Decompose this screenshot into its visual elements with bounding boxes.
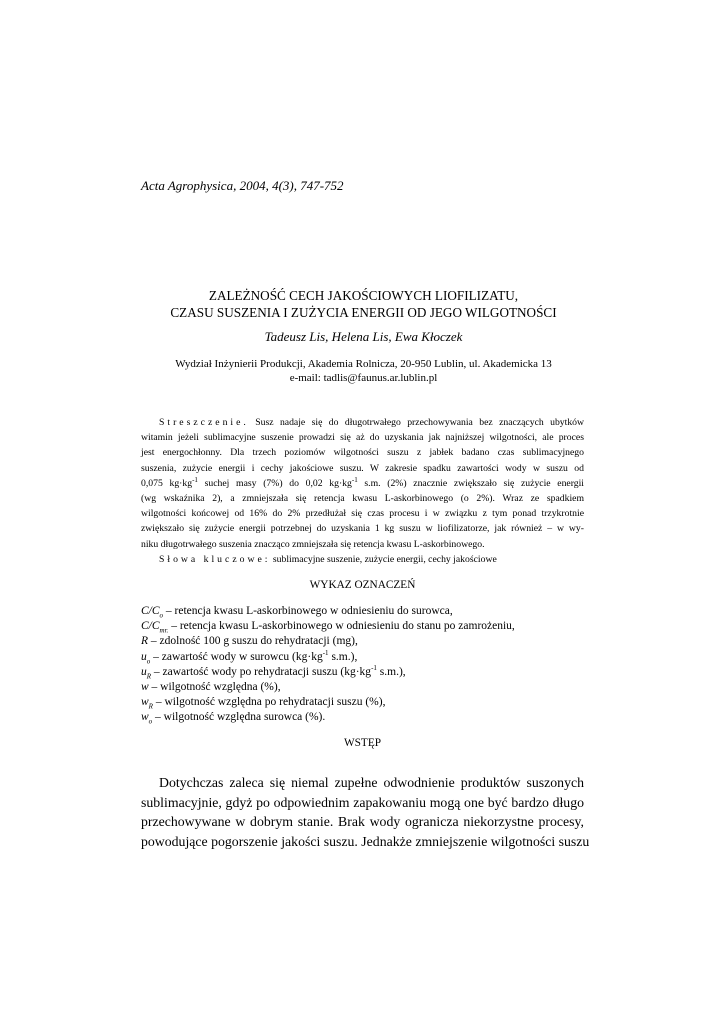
symbol-description: s.m.), <box>376 665 406 678</box>
symbols-list <box>141 604 584 726</box>
symbol: C/C <box>141 620 160 633</box>
abstract-text: s.m. (2%) znacznie zwiększało się zużycie energii <box>357 477 584 489</box>
abstract-line: jest energochłonny. Dla trzech poziomów wilgotności suszu z jabłek badano czas sublimacyjnego <box>141 447 584 459</box>
abstract-line: (wg wskaźnika 2), a zmniejszała się retencja kwasu L-askorbinowego (o 2%). Wraz ze spadkiem <box>141 493 584 505</box>
abstract-line: witamin jeżeli sublimacyjne suszenie prowadzi się aż do uzyskania jak najniższej wilgotności, ale proces <box>141 432 584 444</box>
symbol: w <box>141 696 149 709</box>
keywords: sublimacyjne suszenie, zużycie energii, cechy jakościowe <box>272 553 497 565</box>
superscript: -1 <box>351 475 358 484</box>
symbol-row <box>141 710 584 725</box>
symbol-subscript: R <box>148 702 153 711</box>
affiliation-address: Wydział Inżynierii Produkcji, Akademia Rolnicza, 20-950 Lublin, ul. Akademicka 13 <box>175 358 552 370</box>
symbol-description: s.m.), <box>328 650 358 663</box>
abstract-text: suchej masy (7%) do 0,02 kg·kg <box>197 477 352 489</box>
superscript: -1 <box>322 648 329 657</box>
abstract-line <box>141 476 584 491</box>
superscript: -1 <box>371 663 377 672</box>
symbol-row <box>141 665 584 680</box>
abstract-text: 0,075 kg·kg <box>141 477 193 489</box>
abstract-line: wilgotności końcowej od 16% do 2% przedłużał się czas procesu i w związku z tym ponad trzykrotnie <box>141 508 584 520</box>
symbol: R <box>141 635 149 648</box>
paragraph-line: przechowywane w dobrym stanie. Brak wody ogranicza niekorzystne procesy, <box>141 814 584 829</box>
affiliation-email: e-mail: tadlis@faunus.ar.lublin.pl <box>289 372 438 384</box>
symbol: C/C <box>141 605 160 617</box>
authors: Tadeusz Lis, Helena Lis, Ewa Kłoczek <box>264 329 463 344</box>
paragraph-line: powodujące pogorszenie jakości suszu. Jednakże zmniejszenie wilgotności suszu <box>141 833 590 849</box>
paragraph-line: Dotychczas zaleca się niemal zupełne odwodnienie produktów suszonych <box>159 775 584 790</box>
symbol: w <box>141 681 149 694</box>
symbol-subscript: mr. <box>159 626 169 635</box>
title-line-2: CZASU SUSZENIA I ZUŻYCIA ENERGII OD JEGO WILGOTNOŚCI <box>170 305 557 320</box>
symbol-description: – retencja kwasu L-askorbinowego w odniesieniu do stanu po zamrożeniu, <box>168 620 515 633</box>
journal-citation: Acta Agrophysica, 2004, 4(3), 747-752 <box>141 178 344 193</box>
symbol-description: – wilgotność względna (%), <box>148 681 281 694</box>
symbol-row <box>141 695 584 710</box>
abstract-line: zwiększało się zużycie energii potrzebnej do uzyskania 1 kg suszu w liofilizatorze, jak również – w wy- <box>141 523 584 535</box>
symbol-description: – retencja kwasu L-askorbinowego w odniesieniu do surowca, <box>163 605 453 617</box>
symbol-row <box>141 680 584 695</box>
symbol-subscript: o <box>159 611 164 620</box>
symbol-row <box>141 604 584 619</box>
symbol-description: – zawartość wody po rehydratacji suszu (kg·kg <box>151 665 372 678</box>
symbol-description: – zdolność 100 g suszu do rehydratacji (mg), <box>148 635 358 648</box>
title-line-1: ZALEŻNOŚĆ CECH JAKOŚCIOWYCH LIOFILIZATU, <box>208 288 519 303</box>
symbol-subscript: o <box>148 717 153 726</box>
abstract-line <box>141 415 584 430</box>
keywords-line <box>141 552 584 567</box>
symbol: u <box>141 650 147 663</box>
intro-heading: WSTĘP <box>343 737 382 749</box>
symbol-subscript: o <box>146 656 151 665</box>
paragraph-line: sublimacyjnie, gdyż po odpowiednim zapakowaniu mogą one być bardzo długo <box>141 794 584 810</box>
symbol-description: – wilgotność względna surowca (%). <box>152 711 326 724</box>
symbol-row <box>141 650 584 665</box>
abstract-heading: Streszczenie. <box>159 417 249 428</box>
abstract-text: Susz nadaje się do długotrwałego przechowywania bez znaczących ubytków <box>255 417 585 428</box>
symbol: w <box>141 711 149 724</box>
affiliation <box>141 357 586 385</box>
intro-paragraph <box>141 773 590 851</box>
symbol: u <box>141 665 147 678</box>
paper-title <box>141 287 586 321</box>
symbol-row <box>141 619 584 634</box>
keywords-label: Słowa kluczowe: <box>159 553 271 565</box>
abstract-line: niku długotrwałego suszenia znacząco zmniejszała się retencja kwasu L-askorbinowego. <box>141 538 485 550</box>
symbol-subscript: R <box>146 672 152 681</box>
abstract <box>141 415 584 567</box>
abstract-line: suszenia, zużycie energii i cechy jakościowe suszu. W zakresie spadku zawartości wody w suszu od <box>141 462 584 474</box>
symbol-row <box>141 634 584 649</box>
symbols-heading: WYKAZ OZNACZEŃ <box>309 579 416 591</box>
symbol-description: – zawartość wody w surowcu (kg·kg <box>150 650 323 663</box>
superscript: -1 <box>192 475 198 484</box>
symbol-description: – wilgotność względna po rehydratacji suszu (%), <box>152 696 386 709</box>
